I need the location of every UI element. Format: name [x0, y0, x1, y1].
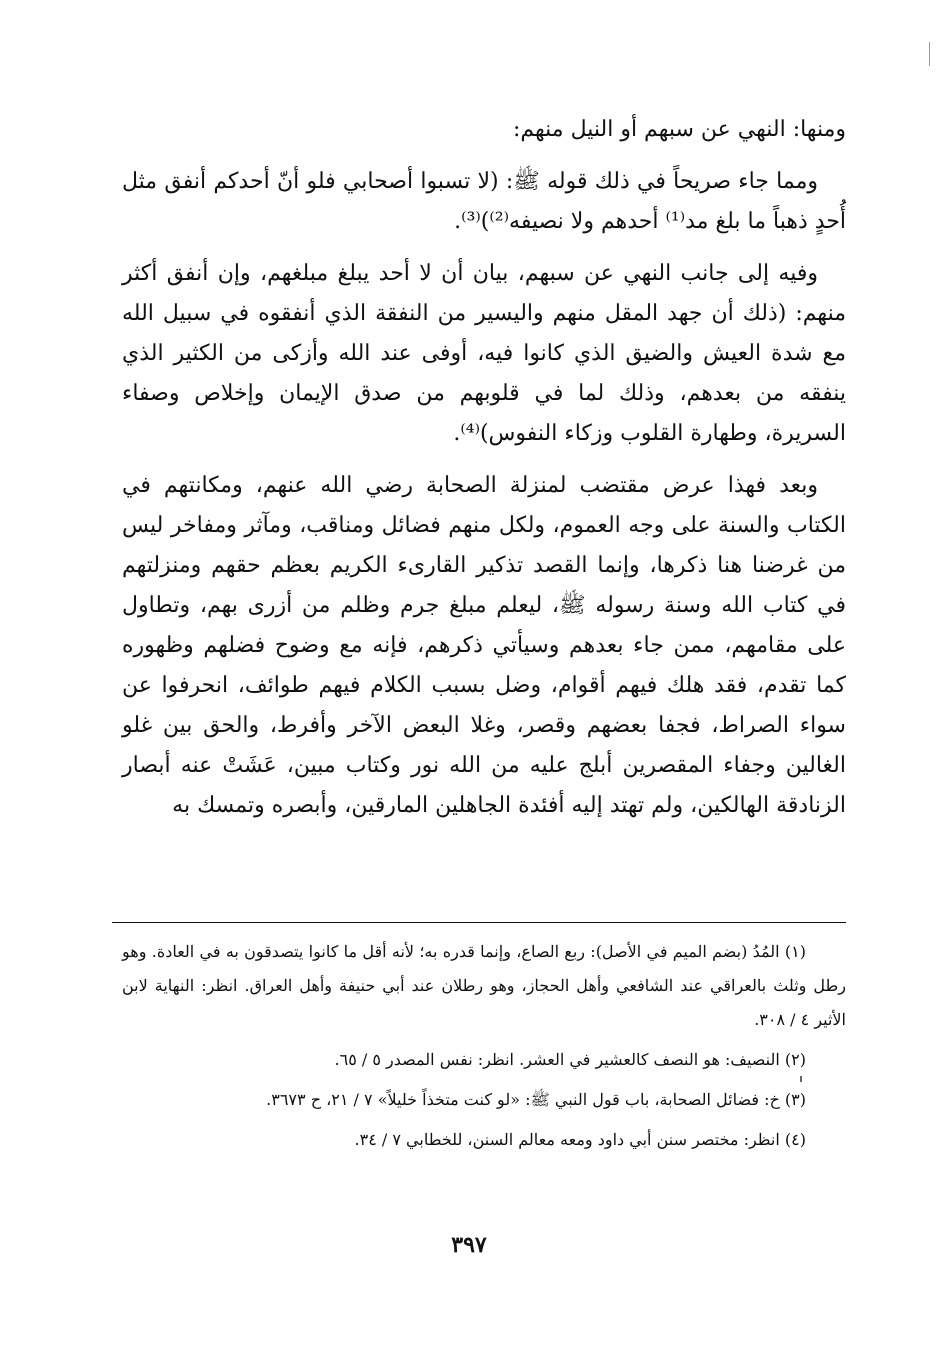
paragraph-conclusion: وبعد فهذا عرض مقتضب لمنزلة الصحابة رضي الله عنهم، ومكانتهم في الكتاب والسنة على وجه العموم، ولكل منهم فضائل ومناقب، ومآثر ومفاخر ليس من غرضنا هنا ذكرها، وإنما القصد تذكير القارىء الكريم بعظم حقهم ومنزلتهم في كتاب الله وسنة رسوله ﷺ، ليعلم مبلغ جرم وظلم من أزرى بهم، وتطاول على مقامهم، ممن جاء بعدهم وسيأتي ذكرهم، فإنه مع وضوح فضلهم وظهوره كما تقدم، فقد هلك فيهم أقوام، وضل بسبب الكلام فيهم طوائف، انحرفوا عن سواء الصراط، فجفا بعضهم وقصر، وغلا البعض الآخر وأفرط، والحق بين غلو الغالين وجفاء المقصرين أبلج عليه من الله نور وكتاب مبين، عَشَتْ عنه أبصار الزنادقة الهالكين، ولم تهتد إليه أفئدة الجاهلين المارقين، وأبصره وتمسك به: [122, 473, 846, 818]
footnote-3: (٣) خ: فضائل الصحابة، باب قول النبي ﷺ: «لو كنت متخذاً خليلاً» ٧ / ٢١، ح ٣٦٧٣.: [266, 1090, 806, 1109]
scan-edge-mark: [929, 42, 930, 66]
scan-speck: [800, 1076, 802, 1082]
paragraph-hadith: ومما جاء صريحاً في ذلك قوله ﷺ: (لا تسبوا أصحابي فلو أنّ أحدكم أنفق مثل أُحدٍ ذهباً ما بلغ مد⁽¹⁾ أحدهم ولا نصيفه⁽²⁾)⁽³⁾.: [122, 169, 846, 234]
paragraph-explanation: وفيه إلى جانب النهي عن سبهم، بيان أن لا أحد يبلغ مبلغهم، وإن أنفق أكثر منهم: (ذلك أن جهد المقل منهم واليسير من النفقة الذي أنفقوه في سبيل الله مع شدة العيش والضيق الذي كانوا فيه، أوفى عند الله وأزكى من الكثير الذي ينفقه من بعدهم، وذلك لما في قلوبهم من صدق الإيمان وإخلاص وصفاء السريرة، وطهارة القلوب وزكاء النفوس)⁽⁴⁾.: [122, 261, 846, 446]
page-number: ٣٩٧: [451, 1232, 487, 1258]
footnotes: [122, 935, 846, 1157]
main-text: [122, 110, 846, 826]
footnote-divider: [112, 922, 846, 923]
footnote-1: (١) المُدُ (بضم الميم في الأصل): ربع الصاع، وإنما قدره به؛ لأنه أقل ما كانوا يتصدقون به في العادة. وهو رطل وثلث بالعراقي عند الشافعي وأهل الحجاز، وهو رطلان عند أبي حنيفة وأهل العراق. انظر: النهاية لابن الأثير ٤ / ٣٠٨.: [122, 942, 846, 1029]
paragraph-heading: ومنها: النهي عن سبهم أو النيل منهم:: [512, 117, 846, 142]
footnote-2: (٢) النصيف: هو النصف كالعشير في العشر. انظر: نفس المصدر ٥ / ٦٥.: [334, 1050, 806, 1069]
footnote-4: (٤) انظر: مختصر سنن أبي داود ومعه معالم السنن، للخطابي ٧ / ٣٤.: [354, 1130, 806, 1149]
